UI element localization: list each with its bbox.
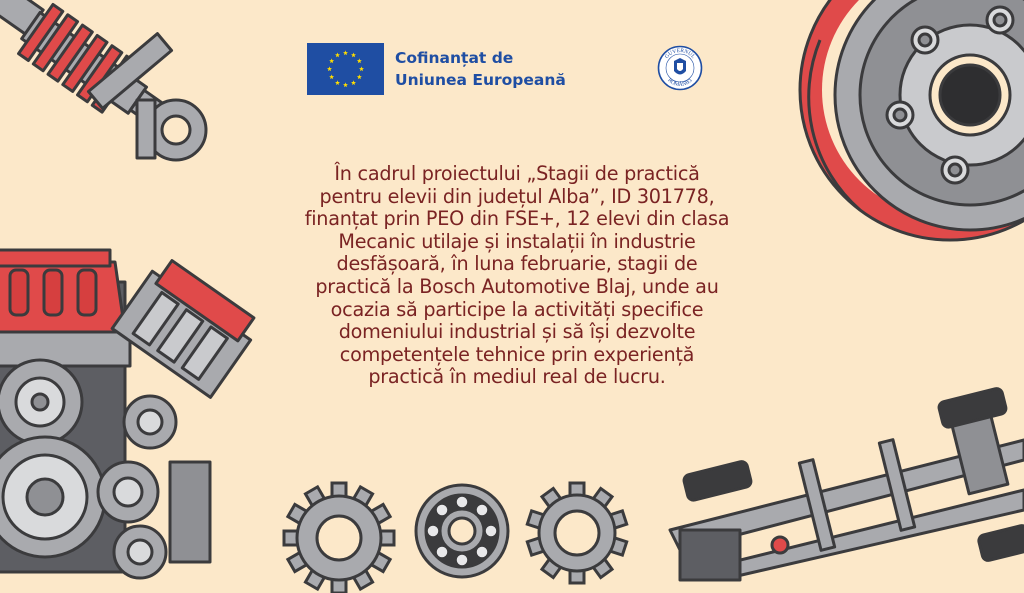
cofinantat-label — [395, 47, 566, 91]
announcement-line: domeniului industrial și să își dezvolte — [338, 320, 696, 344]
announcement-line: practică la Bosch Automotive Blaj, unde au — [315, 274, 719, 298]
romanian-government-logo — [657, 45, 703, 91]
announcement-line: competențele tehnice prin experiență — [339, 342, 695, 366]
engine-icon — [0, 222, 260, 576]
announcement-line: practică în mediul real de lucru. — [368, 365, 666, 389]
shock-absorber-icon — [0, 0, 230, 190]
ball-bearing-icon — [412, 481, 512, 581]
announcement-line: finanțat prin PEO din FSE+, 12 elevi din clasa — [304, 207, 730, 231]
cofinantat-line2: Uniunea Europeană — [395, 71, 566, 89]
announcement-line: Mecanic utilaje și instalații în industrie — [338, 229, 696, 253]
announcement-line: În cadrul proiectului „Stagii de practică — [334, 162, 700, 185]
brake-disc-icon — [800, 0, 1024, 240]
svg-text:ROMÂNIEI: ROMÂNIEI — [666, 77, 694, 89]
eu-flag-icon — [307, 43, 384, 95]
gear-icon — [527, 483, 627, 583]
announcement-line: desfășoară, în luna februarie, stagii de — [336, 252, 698, 276]
announcement-line: pentru elevii din județul Alba”, ID 301778, — [319, 184, 715, 208]
svg-text:GUVERNUL: GUVERNUL — [663, 47, 697, 61]
car-chassis-icon — [660, 380, 1024, 576]
gear-icon — [284, 483, 394, 593]
announcement-line: ocazia să participe la activități specifice — [330, 297, 704, 321]
cofinantat-line1: Cofinanțat de — [395, 49, 514, 67]
announcement-text — [262, 163, 772, 389]
